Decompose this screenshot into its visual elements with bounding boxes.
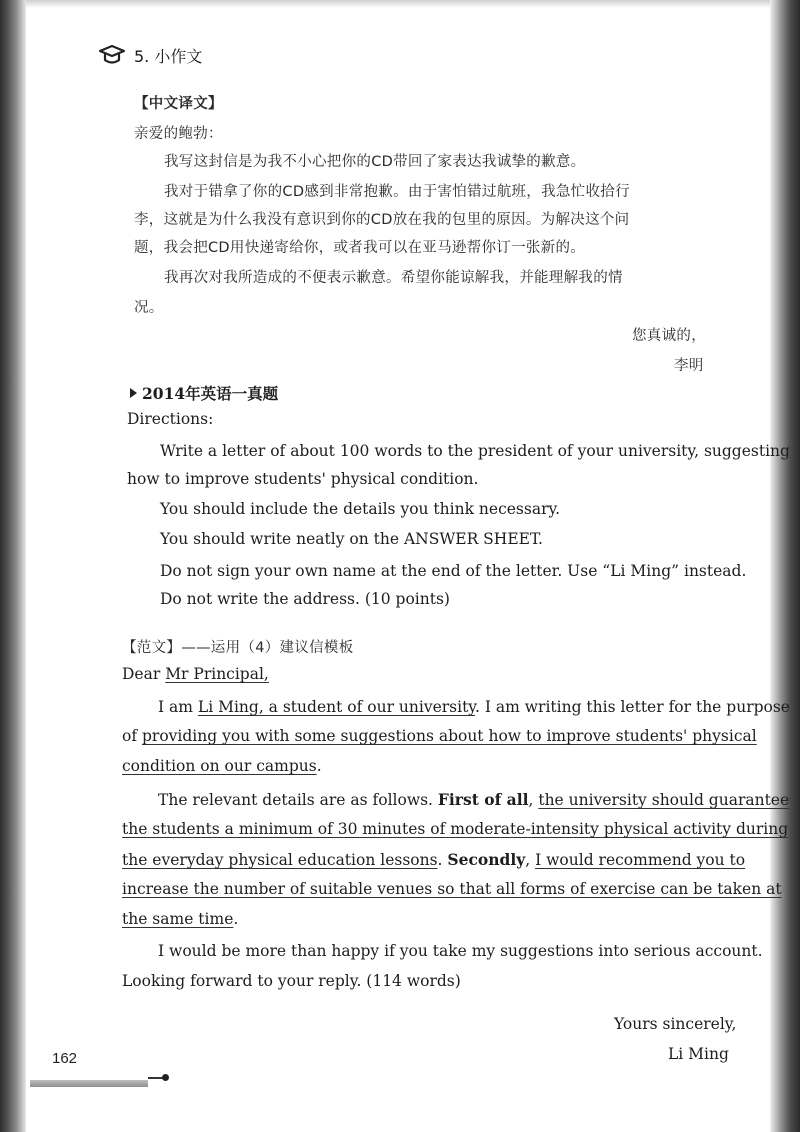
- translation-line: 我对于错拿了你的CD感到非常抱歉。由于害怕错过航班，我急忙收拾行: [164, 184, 630, 200]
- essay-line: The relevant details are as follows. First of all, the university should guarantee: [158, 790, 790, 809]
- page-number: 162: [52, 1050, 78, 1067]
- essay-line: Looking forward to your reply. (114 words): [122, 972, 461, 990]
- essay-closing: Yours sincerely,: [614, 1015, 737, 1033]
- essay-line: increase the number of suitable venues so that all forms of exercise can be taken at: [122, 880, 782, 898]
- exam-title: [130, 382, 278, 404]
- section-title: 5. 小作文: [134, 47, 203, 66]
- footer-decoration-bar: [30, 1080, 148, 1087]
- directions-line: You should include the details you think necessary.: [160, 500, 561, 518]
- translation-label: 【中文译文】: [134, 96, 223, 112]
- translation-closing: 您真诚的，: [632, 328, 706, 344]
- directions-line: how to improve students' physical condition.: [127, 470, 479, 488]
- scan-left-edge: [0, 0, 26, 1132]
- directions-label: Directions:: [127, 410, 214, 428]
- essay-line: the students a minimum of 30 minutes of moderate-intensity physical activity during: [122, 820, 789, 838]
- footer-decoration-dot: [162, 1074, 169, 1081]
- translation-line: 李，这就是为什么我没有意识到你的CD放在我的包里的原因。为解决这个问: [134, 212, 630, 228]
- translation-salutation: 亲爱的鲍勃：: [134, 126, 223, 142]
- triangle-bullet-icon: [130, 388, 137, 398]
- translation-line: 题，我会把CD用快递寄给你，或者我可以在亚马逊帮你订一张新的。: [134, 240, 586, 256]
- exam-title-text: 2014年英语一真题: [142, 384, 279, 403]
- directions-line: You should write neatly on the ANSWER SHEET.: [160, 530, 543, 548]
- model-salutation: Dear Mr Principal,: [122, 665, 269, 683]
- salutation-name: Mr Principal,: [165, 665, 269, 683]
- scan-top-edge: [0, 0, 800, 8]
- translation-line: 我再次对我所造成的不便表示歉意。希望你能谅解我，并能理解我的情: [164, 270, 623, 286]
- essay-line: the everyday physical education lessons. Secondly, I would recommend you to: [122, 850, 746, 869]
- translation-line: 况。: [134, 300, 164, 316]
- essay-line: condition on our campus.: [122, 757, 322, 775]
- directions-line: Write a letter of about 100 words to the president of your university, suggesting: [160, 442, 790, 460]
- essay-line: the same time.: [122, 910, 239, 928]
- essay-line: I would be more than happy if you take my suggestions into serious account.: [158, 942, 763, 960]
- essay-line: I am Li Ming, a student of our university. I am writing this letter for the purpose: [158, 698, 790, 716]
- scan-right-edge: [770, 0, 800, 1132]
- essay-line: of providing you with some suggestions about how to improve students' physical: [122, 727, 757, 745]
- model-essay-label: 【范文】——运用（4）建议信模板: [122, 640, 354, 656]
- graduation-cap-icon: [98, 44, 126, 66]
- translation-line: 我写这封信是为我不小心把你的CD带回了家表达我诚挚的歉意。: [164, 154, 586, 170]
- directions-line: Do not sign your own name at the end of the letter. Use “Li Ming” instead.: [160, 562, 747, 580]
- translation-signature: 李明: [674, 358, 704, 374]
- essay-signature: Li Ming: [668, 1045, 729, 1063]
- directions-line: Do not write the address. (10 points): [160, 590, 450, 608]
